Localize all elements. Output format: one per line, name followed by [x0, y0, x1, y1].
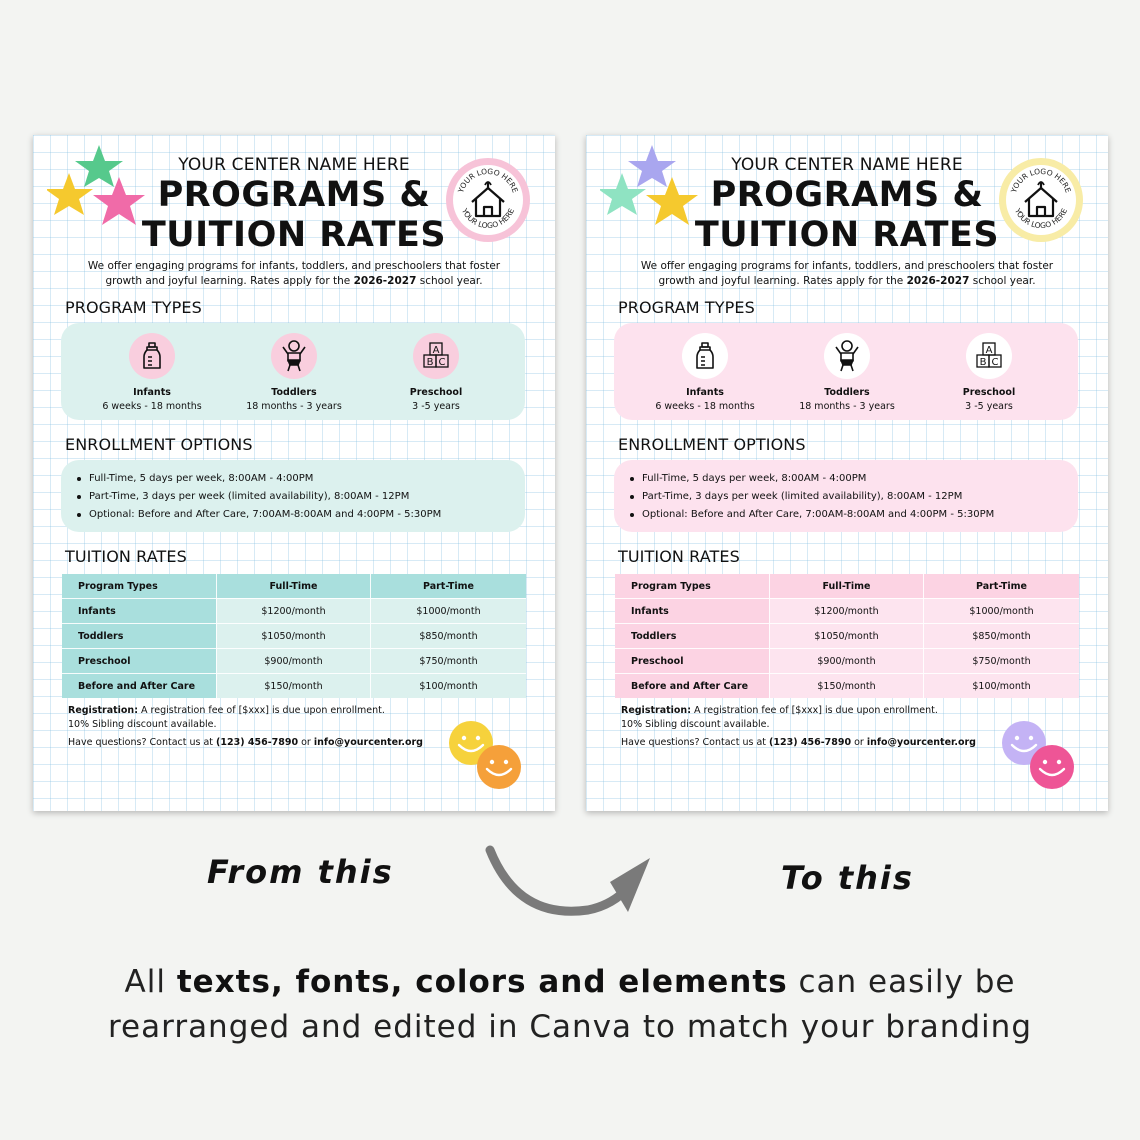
table-row: Before and After Care $150/month $100/month [615, 673, 1079, 698]
center-name: YOUR CENTER NAME HERE [178, 155, 410, 175]
program-types-panel [61, 323, 525, 420]
table-row: Toddlers $1050/month $850/month [62, 623, 526, 648]
svg-text:YOUR LOGO HERE: YOUR LOGO HERE [456, 166, 520, 194]
svg-text:A: A [432, 345, 440, 356]
svg-text:B: B [426, 357, 434, 368]
abc-blocks-icon [413, 333, 459, 379]
from-label: From this [207, 853, 394, 891]
baby-icon [824, 333, 870, 379]
enrollment-heading: ENROLLMENT OPTIONS [618, 435, 806, 454]
abc-blocks-icon [966, 333, 1012, 379]
program-types-heading: PROGRAM TYPES [618, 298, 755, 317]
table-row: Preschool $900/month $750/month [62, 648, 526, 673]
table-row: Toddlers $1050/month $850/month [615, 623, 1079, 648]
page-title: PROGRAMS & TUITION RATES [141, 175, 447, 255]
bottom-description: All texts, fonts, colors and elements can easily be rearranged and edited in Canva to match your branding [107, 964, 1032, 1045]
program-preschool: A B C Preschool 3 -5 years [361, 333, 511, 412]
program-infants: Infants 6 weeks - 18 months [77, 333, 227, 412]
bottle-icon [129, 333, 175, 379]
program-types-panel [614, 323, 1078, 420]
smiley-icon [477, 745, 521, 789]
svg-text:A: A [985, 345, 993, 356]
list-item: Full-Time, 5 days per week, 8:00AM - 4:00PM [630, 470, 1078, 488]
curved-arrow-icon [478, 840, 658, 924]
smileys-decoration [998, 717, 1078, 793]
tuition-table [615, 574, 1079, 698]
list-item: Part-Time, 3 days per week (limited availability), 8:00AM - 12PM [77, 488, 525, 506]
program-toddlers: Toddlers 18 months - 3 years [772, 333, 922, 412]
svg-text:B: B [979, 357, 987, 368]
center-name: YOUR CENTER NAME HERE [731, 155, 963, 175]
notes: Registration: A registration fee of [$xxx] is due upon enrollment. 10% Sibling discount available. Have questions? Contact us at (123) 456-7890 or info@yourcenter.org [68, 705, 423, 748]
table-row: Infants $1200/month $1000/month [615, 598, 1079, 623]
smiley-icon [1030, 745, 1074, 789]
svg-text:YOUR LOGO HERE: YOUR LOGO HERE [1012, 206, 1070, 231]
tuition-heading: TUITION RATES [65, 547, 187, 566]
tuition-table [62, 574, 526, 698]
program-types-heading: PROGRAM TYPES [65, 298, 202, 317]
svg-text:C: C [438, 357, 446, 368]
enrollment-heading: ENROLLMENT OPTIONS [65, 435, 253, 454]
intro-text: We offer engaging programs for infants, toddlers, and preschoolers that foster growth and joyful learning. Rates apply for the 2026-2027 school year. [87, 260, 501, 287]
list-item: Optional: Before and After Care, 7:00AM-8:00AM and 4:00PM - 5:30PM [77, 506, 525, 524]
program-infants: Infants 6 weeks - 18 months [630, 333, 780, 412]
tuition-heading: TUITION RATES [618, 547, 740, 566]
notes: Registration: A registration fee of [$xxx] is due upon enrollment. 10% Sibling discount available. Have questions? Contact us at (123) 456-7890 or info@yourcenter.org [621, 705, 976, 748]
bottle-icon [682, 333, 728, 379]
enrollment-panel [61, 460, 525, 532]
logo-placeholder [998, 157, 1084, 243]
program-preschool: A B C Preschool 3 -5 years [914, 333, 1064, 412]
to-label: To this [781, 859, 914, 897]
logo-placeholder [445, 157, 531, 243]
flyer-original [33, 135, 555, 811]
list-item: Full-Time, 5 days per week, 8:00AM - 4:00PM [77, 470, 525, 488]
page-title: PROGRAMS & TUITION RATES [694, 175, 1000, 255]
table-row: Preschool $900/month $750/month [615, 648, 1079, 673]
table-row: Infants $1200/month $1000/month [62, 598, 526, 623]
table-header-row: Program Types Full-Time Part-Time [62, 574, 526, 598]
table-row: Before and After Care $150/month $100/month [62, 673, 526, 698]
svg-text:YOUR LOGO HERE: YOUR LOGO HERE [1009, 166, 1073, 194]
baby-icon [271, 333, 317, 379]
table-header-row: Program Types Full-Time Part-Time [615, 574, 1079, 598]
intro-text: We offer engaging programs for infants, toddlers, and preschoolers that foster growth and joyful learning. Rates apply for the 2026-2027 school year. [640, 260, 1054, 287]
enrollment-panel [614, 460, 1078, 532]
program-toddlers: Toddlers 18 months - 3 years [219, 333, 369, 412]
list-item: Part-Time, 3 days per week (limited availability), 8:00AM - 12PM [630, 488, 1078, 506]
list-item: Optional: Before and After Care, 7:00AM-8:00AM and 4:00PM - 5:30PM [630, 506, 1078, 524]
smileys-decoration [445, 717, 525, 793]
svg-text:YOUR LOGO HERE: YOUR LOGO HERE [459, 206, 517, 231]
svg-text:C: C [991, 357, 999, 368]
flyer-edited [586, 135, 1108, 811]
